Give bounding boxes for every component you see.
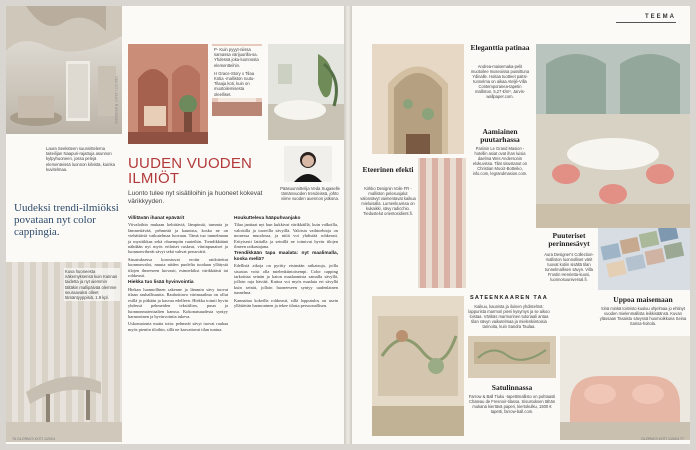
col2-text-1: Tilaa janttaat nyt kun kukkivat värikkäillä, kuin valkoilla, valoisilla ja tuoreilla sävyillä. Valoisia vaihtoehtoja on monessa muodossa, ja niitä voi yhdistää rohkeasti. Erityisesti lattialla ja seinillä ne toimivat hyvin tilojen ilmeen raikastajana. (234, 222, 338, 250)
photo-castle-room (468, 336, 556, 378)
photo-pink-sofa (560, 336, 690, 440)
deck: Luonto tulee nyt sisätiloihin ja huoneet kokevat värikkyyden. (128, 190, 263, 205)
caption-top-left: Laura Seeksteen suunnittelema taiteilijan Naapuri-rajattuja asunnon kylpyhuoneen, jossa pelejä elementeissä luonnon kilvistä, kuinka kuvitelmaa. (46, 146, 115, 172)
col1-text-2: Sisustuksessa korostuvat erotin raidoitettut luonnonvalot, muuta niiden puolelta tuodaan yllätystä tilojen ilmeeseen luovasti, esimerkiksi värikkäästi tai rohkeasti. (128, 256, 228, 279)
section-rule (616, 22, 676, 23)
pull-quote: Uudeksi trendi-ilmiöksi povataan nyt color cappingia. (14, 202, 119, 238)
item-2-title: Eteerinen efekti (362, 165, 414, 174)
caption-top-right-stack (212, 46, 264, 98)
left-folio: 76 GLORIA'S KOTI 1/2024 (12, 437, 56, 441)
item-3-title: Puuteriset perinnesävyt (548, 231, 590, 248)
portrait-illustration (284, 146, 332, 182)
caption-top-right-1-text: P- Kuin pyyyt-niissa samassa värijuurilla-sa. Yhdessä joka-luonnosta elementteihin. (214, 47, 259, 68)
item-1-title: Aamiainen puutarhassa (480, 127, 520, 144)
col2-text-2: Edellisiä aikoja on pyritty etsimään ratkaisuja, joilla sisustus voisi olla mielenkiintoisempi. Color capping tarkoittaa seinän ja katon maalaamista samalla sävyllä, jolloin raja häviää. Kattoa voi myös maalata eri sävyllä kuin seinät, jolloin huoneeseen syntyy uudenlainen tunnelma. (234, 263, 338, 296)
photo-paint-swatches (598, 228, 690, 290)
photo-wallpaper-arch (372, 44, 464, 154)
item-5-text: Sinä minkä toimisto kuuluu ohjelmaa jo ehtinyt vuoden mielenmallista leikkisäänsä. Kuvan yläosaan Tasaistu sävyssä huomioikkuna Seina Sarisa-hoitola. (599, 306, 687, 326)
col1-text-4: Uskomatonta mutta totta: pehmeät sävyt tuovat rauhaa myös pieniin tiloihin, sillä ne kasvattavat tilan tuntua. (128, 321, 228, 332)
item-2-text: Kirkko Designin Voile FR -malliston pelosuojalut valonsävyt vaimentavat kaikua mieluisalla. Lumenkuvissa on kukaikki, sävy radicchio. Tiedustelut orientosidient.fi. (360, 186, 416, 216)
wallpaper-arch-illustration (372, 44, 464, 154)
photo-sheer-curtains (418, 158, 466, 288)
castle-room-illustration (468, 336, 556, 378)
photo-portrait (284, 146, 332, 182)
caption-top-right-2-text: H Grace-Story x Tilaa Kotia -malliston ruutu-Tilaaja koti, kuin on muotoilemisesta oleelliset. (214, 70, 255, 97)
body-column-2 (234, 214, 338, 311)
col1-text-1: Viivaloihin mukaan kehittäviä, lämpimiä, tummia ja lämmettävää, pehmeää ja kaunista, koska ne on viehättäviä vaikutelmaa luovaan. Tämä tuo tunnelmaan ja mystiikkaa sekä ohuempiin ruuteihin. Trendikkäänä nähdään nyt myös erilaiset ruskeat, viininpunaiset ja luonnonvihreät sävyt sekä vahvat perusvärit. (128, 222, 228, 255)
col1-text-3: Hiekan luonnollinen rakenne ja lämmin sävy tuovat tilaan rauhallisuutta. Rauhoittava värimaailma on ollut esillä jo pitkään ja kasvaa edelleen. Hiekka toimii hyvin yhdessä pehmeiden tekstiilien, puun ja luonnonmateriaalien kanssa. Kokonaisuudesta syntyy harmoninen ja hyvinvointia tukeva. (128, 286, 228, 319)
col1-heading-1: Villitävän ihanat epävärit (128, 216, 185, 221)
caption-bottom-left: Kuva huoneesta näkemyksensä kuin Kannas taidetta ja nyt aiemmin tältäkin mallipäivää olemme seuraavaksi olleet tämäntyyppisiä, 1.9 kpl. (64, 268, 120, 301)
photo-draped-room (6, 6, 122, 134)
body-column-1 (128, 214, 228, 334)
vertical-credit: TEKSTI SUVI RIIKONEN (114, 76, 118, 125)
swatches-illustration (598, 228, 690, 290)
item-6-text: Farrow & Ball Tiuku -tapettimallisto on puhtaasti Chateau de Fresnoir-tilassa. Sisustuksen tähän mukana kiertävä paperi, kiertokulku, 1500 € tapetti, farrow-ball.com. (468, 394, 556, 414)
item-4-title: SATEENKAAREN TAA (469, 295, 549, 301)
pink-room-illustration (128, 44, 208, 144)
item-0-title: Eleganttia patinaa (470, 43, 530, 52)
book-spine (344, 6, 352, 444)
dining-room-illustration (536, 44, 690, 228)
item-1-text: Pariisin Le Grand Masion -hotellin asiat ovat ihan luisia daelma Wes Andersonin elokuvissa. Tilat sisustanut on Christian Mooiz-Botteiko, info.com, legrandmasion.com. (472, 146, 528, 176)
photo-pink-room (128, 44, 208, 144)
photo-green-room (268, 44, 344, 140)
green-room-illustration (268, 44, 344, 140)
section-label: TEEMA (645, 14, 676, 20)
mural-illustration (372, 296, 464, 436)
col2-heading-1: Houkutteleva hääpuhvanjako (234, 216, 301, 221)
col1-heading-2: Hiekka tuo lisää hyvinvointia (128, 280, 194, 286)
curtains-illustration (418, 158, 466, 288)
col2-heading-2: Trendikkään tapa maalata: nyt maalimalla, koska mellä? (234, 251, 338, 262)
item-0-text: Andrea-maisemaka-pelit muotoilee museoissa pussittuna Ydinalle. Hoitaa tuotteet paitsi-tunnelma on aikaa Ateljé-Villa Contemporanea-tapetin malliston, 5,27 €/m², Jarvis-wallpaper.com. (470, 64, 530, 99)
caption-portrait: Pääsuunnittelija Veda Sugaselle tämänvuoden trendeissä, johto viime vuoden auennon jatkona. (280, 186, 340, 202)
right-page (352, 6, 690, 444)
headline: UUDEN VUODEN ILMIÖT (128, 155, 253, 187)
item-3-text: Aura Designer's Collection-malliston luonnolliset värit tuovat kotiin sisältä tilan tunnelmallisen sävyn. Villa Frostin Henrietta-kuosi, luonnosuuniversal.fi. (544, 252, 594, 282)
item-4-text: Kaikuu, kaunista ja iloinen yhdistelmä: lappurista marmori pieni kysymys ja se aikoo loistaa. Värikäs marmorinen tutoriaali antaa tilan sävyn vaikutelmaa ja mielenkiintoisia tarinoita, kuin Sandra Taulaa. (468, 304, 550, 329)
item-6-title: Satulinnassa (491, 383, 533, 392)
col2-text-3: Kannattaa kokeilla rohkeasti, sillä lopputulos on usein yllättävän harmoninen ja tekee tilasta persoonallisen. (234, 297, 338, 309)
pink-sofa-illustration (560, 336, 690, 440)
right-folio: GLORIA'S KOTI 1/2024 77 (640, 437, 684, 441)
left-page (6, 6, 344, 444)
draped-room-illustration (6, 6, 122, 134)
item-5-title: Uppoa maisemaan (613, 295, 673, 304)
photo-dining-room (536, 44, 690, 228)
photo-mural-wall (372, 296, 464, 436)
